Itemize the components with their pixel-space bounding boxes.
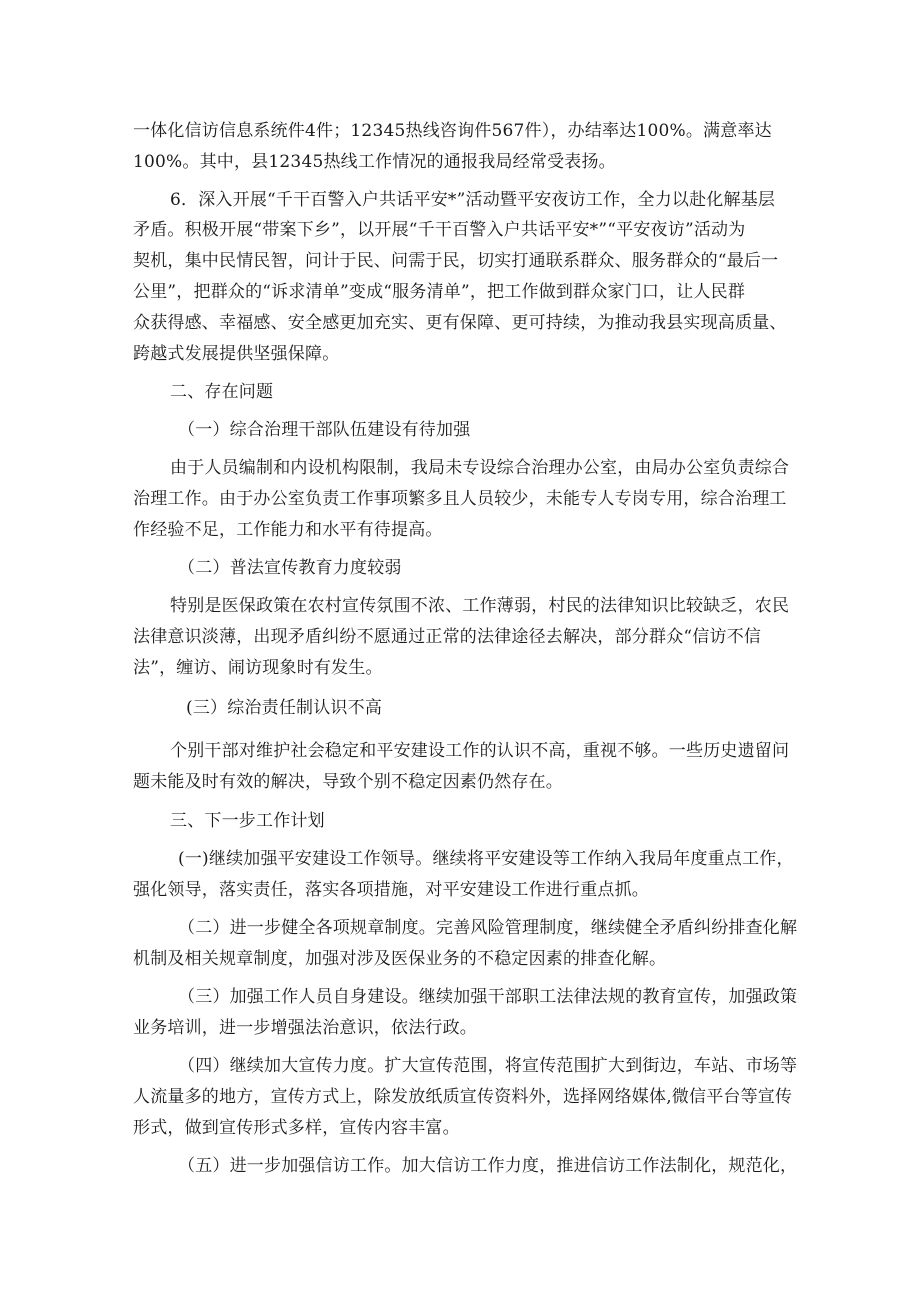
body-line: 法律意识淡薄，出现矛盾纠纷不愿通过正常的法律途径去解决，部分群众“信访不信 [133,627,762,647]
body-line: 100%。其中，县12345热线工作情况的通报我局经常受表扬。 [133,152,616,172]
body-line: 跨越式发展提供坚强保障。 [133,344,340,364]
body-line: 特别是医保政策在农村宣传氛围不浓、工作薄弱，村民的法律知识比较缺乏，农民 [170,596,790,616]
subsection-heading: (三）综治责任制认识不高 [186,698,383,718]
body-line: 个别干部对维护社会稳定和平安建设工作的认识不高，重视不够。一些历史遗留问 [170,741,790,761]
body-line: 众获得感、幸福感、安全感更加充实、更有保障、更可持续，为推动我县实现高质量、 [133,313,787,333]
body-line: (一)继续加强平安建设工作领导。继续将平安建设等工作纳入我局年度重点工作， [178,849,794,869]
body-line: 公里”，把群众的“诉求清单”变成“服务清单”，把工作做到群众家门口，让人民群 [133,282,746,302]
subsection-heading: （一）综合治理干部队伍建设有待加强 [178,420,471,440]
body-line: 法”，缠访、闹访现象时有发生。 [133,658,383,678]
body-line: 题未能及时有效的解决，导致个别不稳定因素仍然存在。 [133,772,563,792]
body-line: （五）进一步加强信访工作。加大信访工作力度，推进信访工作法制化，规范化， [178,1156,798,1176]
body-line: （三）加强工作人员自身建设。继续加强干部职工法律法规的教育宣传，加强政策 [178,987,798,1007]
body-line: 契机，集中民情民智，问计于民、问需于民，切实打通联系群众、服务群众的“最后一 [133,251,779,271]
body-line: 机制及相关规章制度，加强对涉及医保业务的不稳定因素的排查化解。 [133,949,667,969]
section-heading: 二、存在问题 [170,382,274,402]
body-line: 矛盾。积极开展“带案下乡”，以开展“千干百警入户共话平安*”“平安夜访”活动为 [133,220,746,240]
body-line: 人流量多的地方，宣传方式上，除发放纸质宣传资料外，选择网络媒体,微信平台等宣传 [133,1087,793,1107]
section-heading: 三、下一步工作计划 [170,811,325,831]
body-line: 强化领导，落实责任，落实各项措施，对平安建设工作进行重点抓。 [133,880,649,900]
body-line: 6．深入开展“千干百警入户共话平安*”活动暨平安夜访工作，全力以赴化解基层 [170,190,776,210]
body-line: 治理工作。由于办公室负责工作事项繁多且人员较少，未能专人专岗专用，综合治理工 [133,489,787,509]
body-line: （四）继续加大宣传力度。扩大宣传范围，将宣传范围扩大到街边，车站、市场等 [178,1056,798,1076]
body-line: 由于人员编制和内设机构限制，我局未专设综合治理办公室，由局办公室负责综合 [170,458,790,478]
body-line: 业务培训，进一步增强法治意识，依法行政。 [133,1018,477,1038]
subsection-heading: （二）普法宣传教育力度较弱 [178,558,402,578]
body-line: （二）进一步健全各项规章制度。完善风险管理制度，继续健全矛盾纠纷排查化解 [178,918,798,938]
body-line: 一体化信访信息系统件4件；12345热线咨询件567件），办结率达100%。满意率达 [133,121,772,141]
body-line: 作经验不足，工作能力和水平有待提高。 [133,520,443,540]
body-line: 形式，做到宣传形式多样，宣传内容丰富。 [133,1118,460,1138]
